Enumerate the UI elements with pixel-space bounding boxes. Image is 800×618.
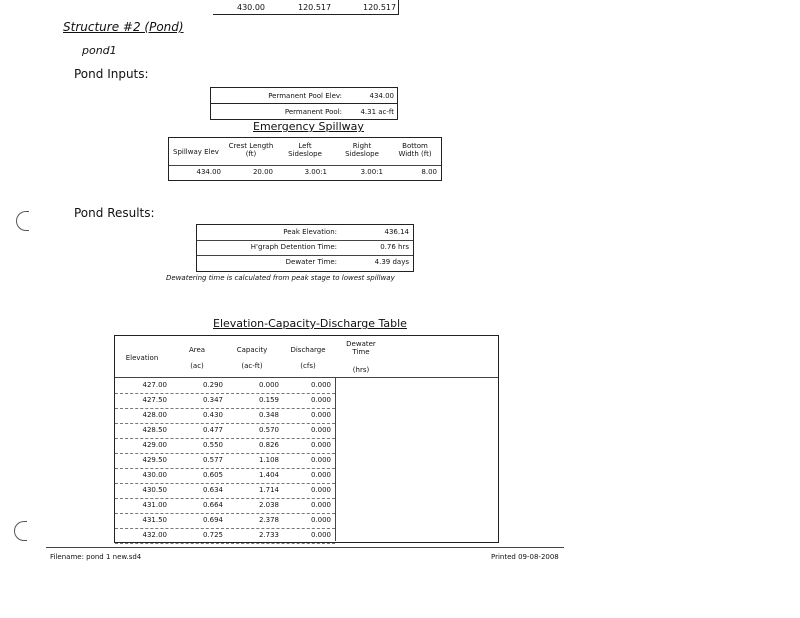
- permanent-pool-elev-value: 434.00: [369, 91, 394, 100]
- ecd-cell: 427.00: [142, 381, 167, 389]
- ecd-header-area: Area: [188, 346, 206, 354]
- structure-name: pond1: [82, 44, 117, 57]
- ecd-cell: 0.000: [310, 381, 331, 389]
- ecd-cell: 0.290: [202, 381, 223, 389]
- ecd-cell: 428.50: [142, 426, 167, 434]
- ecd-row-divider: [115, 513, 335, 514]
- top-val-b: 120.517: [363, 3, 397, 12]
- ecd-header-discharge: Discharge: [290, 346, 326, 354]
- ecd-cell: 0.000: [310, 426, 331, 434]
- ecd-cell: 2.378: [258, 516, 279, 524]
- spillway-val-bottom: 8.00: [421, 168, 437, 176]
- pond-inputs-table: [210, 87, 398, 120]
- dewater-time-value: 4.39 days: [374, 258, 409, 266]
- spillway-header-bottom: Bottom Width (ft): [398, 142, 432, 158]
- ecd-cell: 427.50: [142, 396, 167, 404]
- spillway-header-elev: Spillway Elev: [173, 148, 219, 156]
- ecd-header-elevation: Elevation: [125, 354, 159, 362]
- top-cutoff-row: [213, 0, 399, 15]
- ecd-cell: 2.038: [258, 501, 279, 509]
- structure-title[interactable]: Structure #2 (Pond): [63, 20, 184, 34]
- dewater-time-label: Dewater Time:: [285, 258, 337, 266]
- permanent-pool-value: 4.31 ac-ft: [360, 107, 394, 116]
- margin-mark: [16, 211, 29, 231]
- ecd-row-divider: [115, 483, 335, 484]
- ecd-header-dewater: Dewater Time: [346, 340, 376, 356]
- ecd-cell: 431.50: [142, 516, 167, 524]
- ecd-cell: 0.000: [310, 456, 331, 464]
- top-elev: 430.00: [237, 3, 265, 12]
- ecd-cell: 0.000: [310, 471, 331, 479]
- ecd-cell: 0.347: [202, 396, 223, 404]
- permanent-pool-elev-label: Permanent Pool Elev:: [268, 91, 342, 100]
- ecd-row-divider: [115, 528, 335, 529]
- ecd-cell: 0.000: [310, 486, 331, 494]
- ecd-column-divider: [335, 378, 336, 541]
- spillway-val-elev: 434.00: [196, 168, 221, 176]
- ecd-row-divider: [115, 393, 335, 394]
- top-val-a: 120.517: [298, 3, 332, 12]
- ecd-table-title: Elevation-Capacity-Discharge Table: [213, 317, 407, 330]
- spillway-val-crest: 20.00: [252, 168, 273, 176]
- ecd-cell: 0.000: [310, 501, 331, 509]
- ecd-cell: 0.000: [310, 441, 331, 449]
- ecd-header-capacity-unit: (ac-ft): [241, 362, 263, 370]
- footer-filename: Filename: pond 1 new.sd4: [50, 553, 142, 561]
- peak-elevation-label: Peak Elevation:: [283, 228, 337, 236]
- pond-inputs-heading: Pond Inputs:: [74, 67, 149, 81]
- spillway-val-right: 3.00:1: [360, 168, 383, 176]
- spillway-header-right: Right Sideslope: [345, 142, 379, 158]
- ecd-cell: 428.00: [142, 411, 167, 419]
- ecd-row-divider: [115, 543, 335, 544]
- ecd-cell: 1.404: [258, 471, 279, 479]
- spillway-val-left: 3.00:1: [304, 168, 327, 176]
- ecd-cell: 429.00: [142, 441, 167, 449]
- ecd-cell: 0.664: [202, 501, 223, 509]
- detention-time-label: H'graph Detention Time:: [250, 243, 337, 251]
- spillway-header-left: Left Sideslope: [288, 142, 322, 158]
- ecd-cell: 0.634: [202, 486, 223, 494]
- ecd-row-divider: [115, 468, 335, 469]
- ecd-cell: 0.725: [202, 531, 223, 539]
- ecd-cell: 429.50: [142, 456, 167, 464]
- permanent-pool-label: Permanent Pool:: [284, 107, 342, 116]
- peak-elevation-value: 436.14: [384, 228, 409, 236]
- margin-mark: [14, 521, 27, 541]
- ecd-cell: 430.50: [142, 486, 167, 494]
- ecd-cell: 0.570: [258, 426, 279, 434]
- pond-results-table: [196, 224, 414, 272]
- footer-printed: Printed 09-08-2008: [491, 553, 559, 561]
- ecd-cell: 432.00: [142, 531, 167, 539]
- ecd-cell: 0.577: [202, 456, 223, 464]
- pond-results-heading: Pond Results:: [74, 206, 155, 220]
- ecd-header-area-unit: (ac): [190, 362, 204, 370]
- ecd-cell: 0.605: [202, 471, 223, 479]
- ecd-cell: 2.733: [258, 531, 279, 539]
- ecd-cell: 1.714: [258, 486, 279, 494]
- ecd-row-divider: [115, 408, 335, 409]
- spillway-header-crest: Crest Length (ft): [228, 142, 274, 158]
- ecd-cell: 0.550: [202, 441, 223, 449]
- ecd-cell: 0.694: [202, 516, 223, 524]
- ecd-cell: 0.348: [258, 411, 279, 419]
- ecd-row-divider: [115, 438, 335, 439]
- ecd-cell: 1.108: [258, 456, 279, 464]
- ecd-cell: 0.000: [310, 516, 331, 524]
- ecd-cell: 0.430: [202, 411, 223, 419]
- ecd-cell: 430.00: [142, 471, 167, 479]
- ecd-row-divider: [115, 453, 335, 454]
- ecd-header-dewater-unit: (hrs): [352, 366, 370, 374]
- detention-time-value: 0.76 hrs: [380, 243, 409, 251]
- ecd-row-divider: [115, 423, 335, 424]
- ecd-cell: 0.159: [258, 396, 279, 404]
- ecd-cell: 0.000: [258, 381, 279, 389]
- ecd-cell: 0.000: [310, 531, 331, 539]
- ecd-header-capacity: Capacity: [236, 346, 268, 354]
- ecd-header-discharge-unit: (cfs): [300, 362, 316, 370]
- ecd-cell: 0.000: [310, 396, 331, 404]
- dewatering-note: Dewatering time is calculated from peak stage to lowest spillway: [166, 274, 395, 282]
- spillway-title: Emergency Spillway: [253, 120, 364, 133]
- ecd-cell: 0.826: [258, 441, 279, 449]
- ecd-table: [114, 335, 499, 543]
- ecd-cell: 0.000: [310, 411, 331, 419]
- spillway-table: [168, 137, 442, 181]
- ecd-cell: 431.00: [142, 501, 167, 509]
- ecd-cell: 0.477: [202, 426, 223, 434]
- ecd-row-divider: [115, 498, 335, 499]
